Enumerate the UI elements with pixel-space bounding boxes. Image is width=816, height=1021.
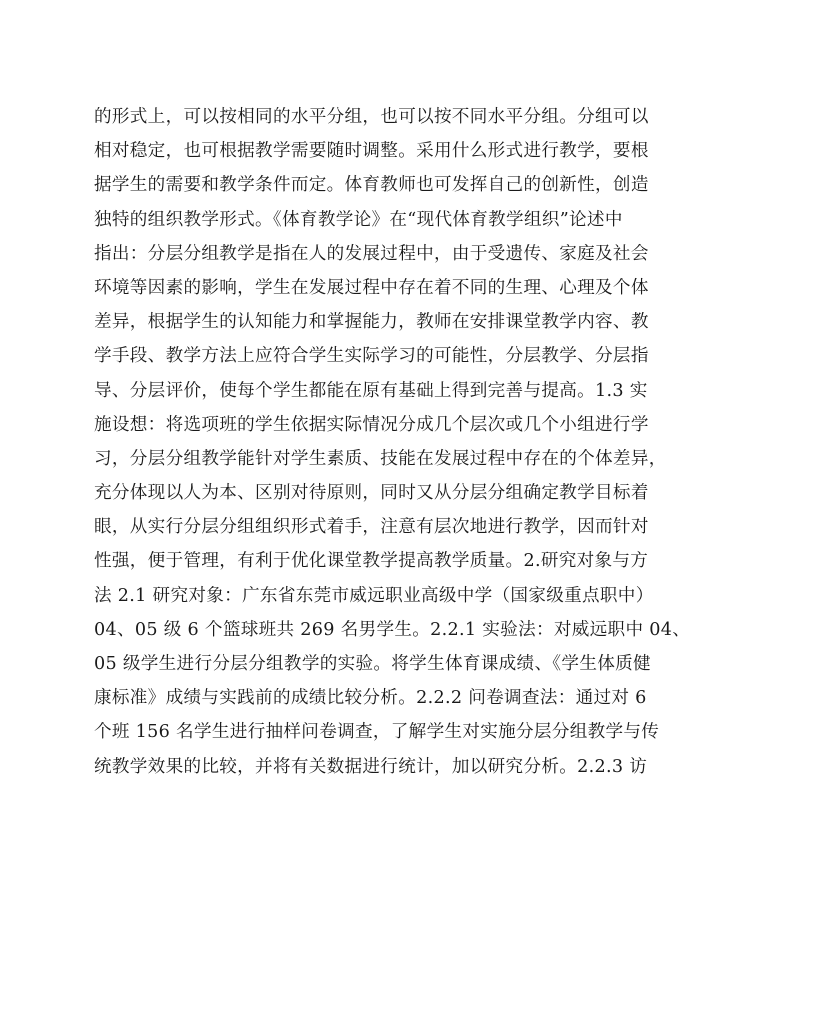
text-line: 的形式上，可以按相同的水平分组，也可以按不同水平分组。分组可以 — [94, 107, 649, 127]
text-line: 04、05 级 6 个篮球班共 269 名男学生。2.2.1 实验法：对威远职中 04、 — [94, 619, 691, 640]
text-line: 环境等因素的影响，学生在发展过程中存在着不同的生理、心理及个体 — [94, 277, 649, 298]
text-line: 05 级学生进行分层分组教学的实验。将学生体育课成绩、《学生体质健 — [94, 654, 651, 674]
text-line: 眼，从实行分层分组组织形式着手，注意有层次地进行教学，因而针对 — [94, 517, 649, 538]
text-line: 指出：分层分组教学是指在人的发展过程中，由于受遗传、家庭及社会 — [94, 243, 649, 264]
body-text — [94, 100, 724, 784]
text-line: 统教学效果的比较，并将有关数据进行统计，加以研究分析。2.2.3 访 — [94, 756, 648, 777]
text-line: 学手段、教学方法上应符合学生实际学习的可能性，分层教学、分层指 — [94, 346, 649, 367]
text-line: 法 2.1 研究对象：广东省东莞市威远职业高级中学（国家级重点职中） — [94, 585, 654, 606]
text-line: 施设想：将选项班的学生依据实际情况分成几个层次或几个小组进行学 — [94, 414, 649, 435]
text-line: 据学生的需要和教学条件而定。体育教师也可发挥自己的创新性，创造 — [94, 175, 649, 196]
text-line: 导、分层评价，使每个学生都能在原有基础上得到完善与提高。1.3 实 — [94, 380, 648, 401]
text-line: 独特的组织教学形式。《体育教学论》在“现代体育教学组织”论述中 — [94, 209, 623, 230]
text-line: 习，分层分组教学能针对学生素质、技能在发展过程中存在的个体差异， — [94, 448, 667, 469]
text-line: 相对稳定，也可根据教学需要随时调整。采用什么形式进行教学，要根 — [94, 141, 649, 162]
text-line: 差异，根据学生的认知能力和掌握能力，教师在安排课堂教学内容、教 — [94, 312, 649, 333]
text-line: 性强，便于管理，有利于优化课堂教学提高教学质量。2.研究对象与方 — [94, 551, 649, 572]
text-line: 康标准》成绩与实践前的成绩比较分析。2.2.2 问卷调查法：通过对 6 — [94, 688, 647, 709]
text-line: 充分体现以人为本、区别对待原则，同时又从分层分组确定教学目标着 — [94, 483, 649, 504]
text-line: 个班 156 名学生进行抽样问卷调查，了解学生对实施分层分组教学与传 — [94, 722, 660, 743]
